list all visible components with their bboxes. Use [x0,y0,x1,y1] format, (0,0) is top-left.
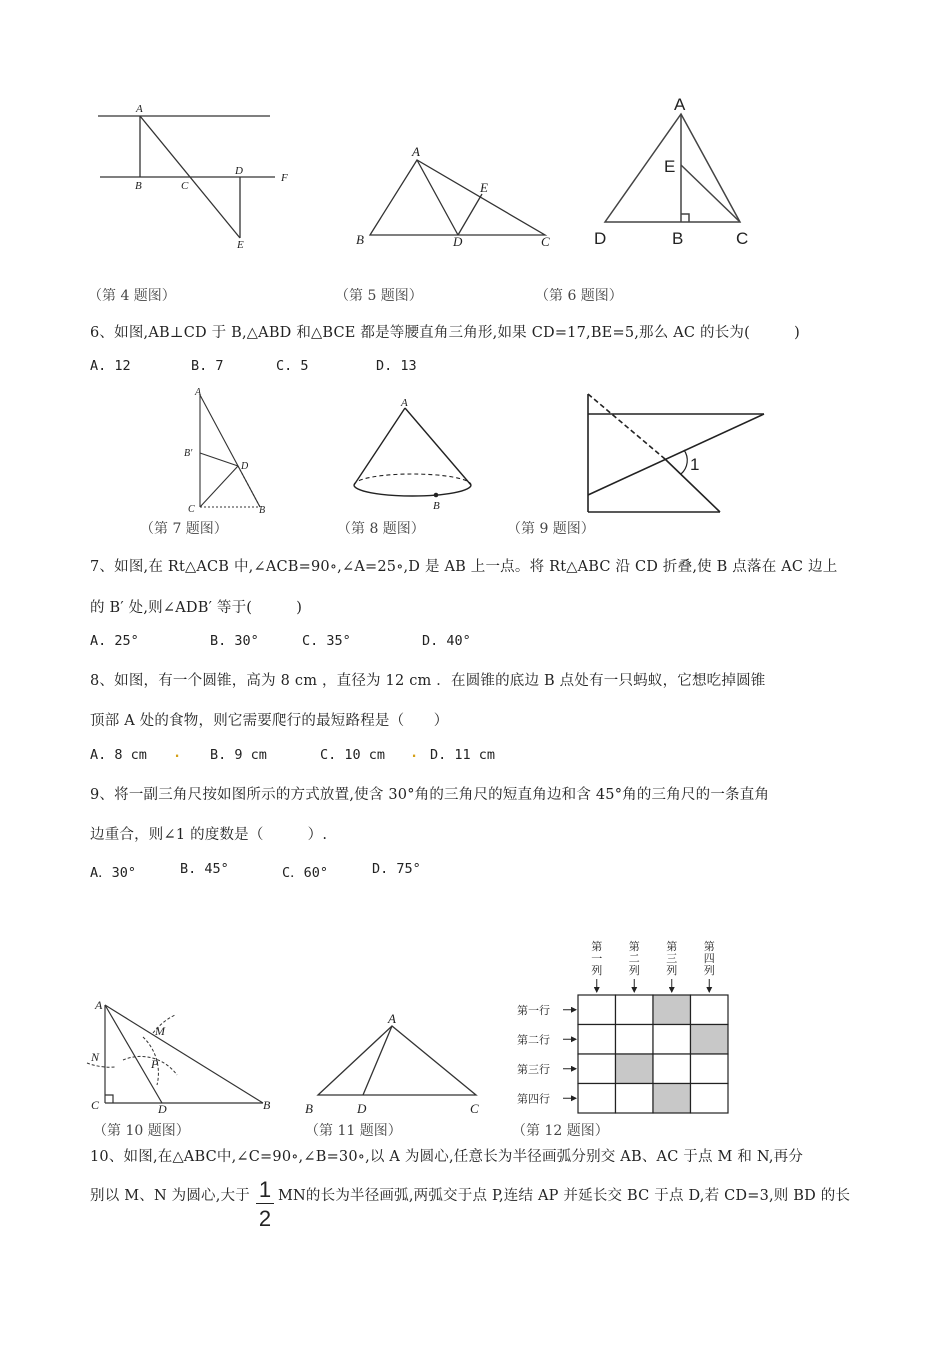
grid-column-label: 列 [666,965,678,977]
grid-column-label: 列 [628,965,640,977]
fig7-label: B′ [184,448,193,459]
caption-fig12: （第 12 题图） [512,1123,609,1139]
grid-cell [691,1084,729,1114]
grid-cell [616,995,654,1025]
figure-6 [590,92,765,257]
decorative-dot: . [173,745,182,761]
question-7-line2: 的 B′ 处,则∠ADB′ 等于( ) [90,600,303,616]
caption-fig7: （第 7 题图） [140,521,228,537]
figure-5 [350,140,560,255]
fig7-label: D [241,461,249,472]
grid-column-label: 二 [628,953,640,965]
caption-fig6: （第 6 题图） [535,288,623,304]
fig4-label: C [181,180,189,192]
question-8-line2: 顶部 A 处的食物，则它需要爬行的最短路程是（ ） [90,713,449,729]
option-d[interactable]: D. 75° [372,861,421,877]
option-b[interactable]: B. 9 cm [210,747,267,763]
grid-column-label: 列 [703,965,715,977]
fig6-label: B [672,229,684,248]
option-a[interactable]: A. 8 cm [90,747,147,763]
grid-column-label: 列 [591,965,603,977]
fig5-label: C [541,234,550,249]
grid-cell [578,1084,616,1114]
fig10-label: C [91,1098,100,1112]
question-7-line1: 7、如图,在 Rt△ACB 中,∠ACB=90∘,∠A=25∘,D 是 AB 上一点。将 Rt△ABC 沿 CD 折叠,使 B 点落在 AC 边上 [90,559,838,575]
fig4-label: B [135,180,142,192]
fig10-label: N [91,1050,100,1064]
fig5-label: B [356,232,364,247]
grid-row-label: 第四行 [517,1093,550,1106]
caption-fig9: （第 9 题图） [507,521,595,537]
fig10-label: A [95,998,103,1012]
figure-8 [345,393,485,515]
fig11-label: B [305,1101,313,1116]
grid-cell [691,995,729,1025]
figure-9 [580,390,770,518]
grid-row-label: 第二行 [517,1034,550,1047]
caption-fig11: （第 11 题图） [305,1123,402,1139]
grid-column-label: 三 [666,953,678,965]
question-8-line1: 8、如图，有一个圆锥，高为 8 cm ，直径为 12 cm ．在圆锥的底边 B 点处有一只蚂蚁，它想吃掉圆锥 [90,673,766,689]
grid-cell [578,1025,616,1055]
caption-fig10: （第 10 题图） [93,1123,190,1139]
figure-10 [85,995,280,1120]
fig6-label: A [674,95,686,114]
fig4-label: D [235,165,243,177]
fig5-label: D [453,234,463,249]
fig6-label: E [664,157,676,176]
fig10-label: M [155,1024,165,1038]
grid-cell [578,995,616,1025]
grid-cell-shaded [653,995,691,1025]
option-c[interactable]: C. 5 [276,358,309,374]
option-a[interactable]: A. 12 [90,358,131,374]
option-d[interactable]: D. 40° [422,633,471,649]
grid-row-label: 第一行 [517,1004,550,1017]
fig10-label: B [263,1098,271,1112]
option-b[interactable]: B. 45° [180,861,229,877]
grid-column-label: 四 [703,953,715,965]
grid-column-label: 第 [703,941,715,953]
grid-column-label: 第 [666,941,678,953]
fig4-label: A [136,103,143,115]
option-c[interactable]: C. 10 cm [320,747,386,763]
question-10-line2b: MN的长为半径画弧,两弧交于点 P,连结 AP 并延长交 BC 于点 D,若 CD=3,则 BD 的长 [278,1188,851,1204]
grid-row-label: 第三行 [517,1063,550,1076]
caption-fig5: （第 5 题图） [335,288,423,304]
fig5-label: E [480,180,488,195]
grid-cell-shaded [691,1025,729,1055]
question-9-line1: 9、将一副三角尺按如图所示的方式放置,使含 30°角的三角尺的短直角边和含 45°角的三角尺的一条直角 [90,787,770,803]
fig8-label: B [433,500,440,512]
question-6-text: 6、如图,AB⊥CD 于 B,△ABD 和△BCE 都是等腰直角三角形,如果 CD=17,BE=5,那么 AC 的长为( ) [90,325,800,341]
fraction-numerator: 1 [258,1177,272,1202]
option-c[interactable]: C. 35° [302,633,351,649]
fig8-label: A [401,397,408,409]
figure-11 [300,1010,495,1120]
grid-cell [653,1054,691,1084]
fig7-label: A [195,387,202,398]
grid-column-label: 一 [591,953,603,965]
caption-fig8: （第 8 题图） [337,521,425,537]
option-a[interactable]: A. 25° [90,633,139,649]
figure-4 [95,100,305,260]
grid-cell [616,1084,654,1114]
option-a[interactable]: A．30° [90,865,137,881]
grid-column-label: 第 [591,941,603,953]
fig9-angle-label: 1 [690,455,700,474]
fig7-label: C [188,504,195,515]
question-10-line1: 10、如图,在△ABC中,∠C=90∘,∠B=30∘,以 A 为圆心,任意长为半径画弧分别交 AB、AC 于点 M 和 N,再分 [90,1149,804,1165]
fig10-label: D [158,1102,167,1116]
fraction-denominator: 2 [258,1206,272,1231]
caption-fig4: （第 4 题图） [88,288,176,304]
fig5-label: A [412,144,420,159]
grid-cell [653,1025,691,1055]
grid-cell [616,1025,654,1055]
grid-cell [578,1054,616,1084]
figure-12-grid [505,935,740,1120]
fig6-label: D [594,229,607,248]
grid-column-label: 第 [628,941,640,953]
question-10-line2a: 别以 M、N 为圆心,大于 [90,1188,250,1204]
fig10-label: P [151,1057,159,1071]
option-d[interactable]: D. 11 cm [430,747,496,763]
grid-cell [691,1054,729,1084]
fig4-label: E [237,239,244,251]
fig11-label: C [470,1101,479,1116]
option-b[interactable]: B. 30° [210,633,259,649]
option-d[interactable]: D. 13 [376,358,417,374]
fig11-label: A [388,1011,396,1026]
grid-cell-shaded [616,1054,654,1084]
question-9-line2: 边重合，则∠1 的度数是（ ）. [90,827,328,843]
decorative-dot: . [410,745,419,761]
grid-cell-shaded [653,1084,691,1114]
figure-7 [180,385,280,520]
fraction-bar [256,1203,274,1204]
fig4-label: F [281,172,288,184]
fig6-label: C [736,229,749,248]
option-c[interactable]: C．60° [282,865,329,881]
fig11-label: D [357,1101,367,1116]
option-b[interactable]: B. 7 [191,358,224,374]
fig7-label: B [259,505,266,516]
